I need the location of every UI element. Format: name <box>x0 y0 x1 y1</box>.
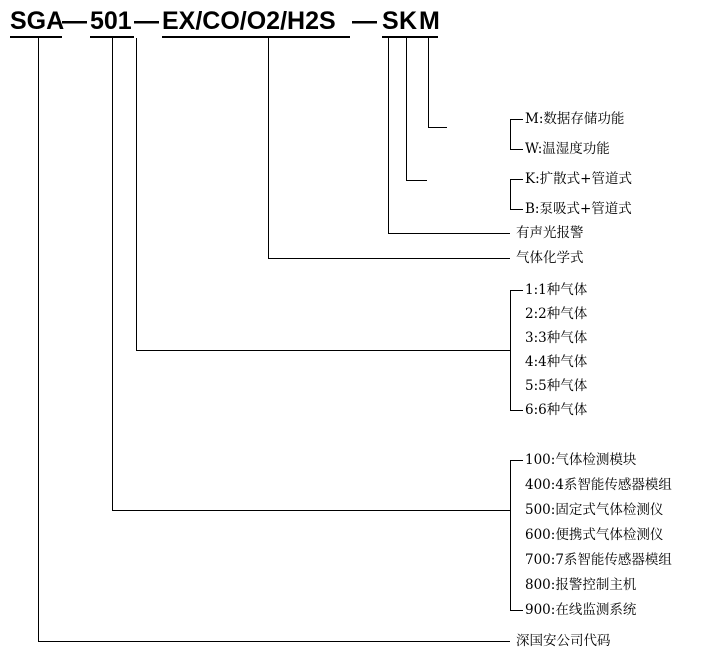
bracket-tick-series-6 <box>510 610 523 611</box>
code-segment-mode: K <box>399 7 418 35</box>
bracket-tick-gas-0 <box>510 290 523 291</box>
label-gas-0: 1:1种气体 <box>525 282 588 298</box>
leader-vline-mode <box>406 38 407 180</box>
leader-vline-function <box>428 38 429 127</box>
underline-gases <box>162 36 350 38</box>
label-function-0: M:数据存储功能 <box>525 111 625 127</box>
label-mode-1: B:泵吸式+管道式 <box>525 201 632 217</box>
leader-vline-company <box>38 38 39 641</box>
leader-vline-gas-count <box>136 38 137 350</box>
bracket-function-option <box>510 119 511 149</box>
bracket-series-type <box>510 460 511 610</box>
code-segment-alarm: S <box>382 7 399 35</box>
code-segment-brand: SGA <box>10 7 65 35</box>
label-series-1: 400:4系智能传感器模组 <box>525 477 672 493</box>
code-segment-gases: EX/CO/O2/H2S <box>162 7 336 35</box>
bracket-gas-count <box>510 290 511 410</box>
bracket-tick-gas-5 <box>510 410 523 411</box>
code-segment-series: 501 <box>90 7 132 35</box>
code-segment-func: M <box>419 7 440 35</box>
label-gas-3: 4:4种气体 <box>525 354 588 370</box>
label-series-4: 700:7系智能传感器模组 <box>525 552 672 568</box>
label-series-5: 800:报警控制主机 <box>525 577 637 593</box>
label-alarm-0: 有声光报警 <box>516 225 584 241</box>
label-company-0: 深国安公司代码 <box>516 633 611 649</box>
label-gas-5: 6:6种气体 <box>525 402 588 418</box>
leader-vline-series-type <box>112 38 113 510</box>
label-series-0: 100:气体检测模块 <box>525 452 637 468</box>
label-series-2: 500:固定式气体检测仪 <box>525 502 664 518</box>
leader-hline-series-type <box>112 510 510 511</box>
label-function-1: W:温湿度功能 <box>525 141 610 157</box>
code-separator-2: — <box>134 7 159 35</box>
label-series-3: 600:便携式气体检测仪 <box>525 527 664 543</box>
label-gas-2: 3:3种气体 <box>525 330 588 346</box>
leader-hline-alarm <box>388 233 510 234</box>
underline-code <box>382 36 438 38</box>
bracket-tick-mode-0 <box>510 179 523 180</box>
code-separator-1: — <box>62 7 87 35</box>
leader-hline-mode <box>406 180 427 181</box>
label-series-6: 900:在线监测系统 <box>525 602 637 618</box>
bracket-sampling-mode <box>510 179 511 209</box>
bracket-tick-mode-1 <box>510 209 523 210</box>
label-principle-0: 气体化学式 <box>516 250 584 266</box>
bracket-tick-series-0 <box>510 460 523 461</box>
label-gas-4: 5:5种气体 <box>525 378 588 394</box>
underline-brand <box>10 36 62 38</box>
bracket-tick-function-1 <box>510 149 523 150</box>
leader-vline-alarm <box>388 38 389 233</box>
leader-hline-function <box>428 127 447 128</box>
code-separator-3: — <box>352 7 377 35</box>
leader-hline-gas-count <box>136 350 510 351</box>
label-mode-0: K:扩散式+管道式 <box>525 171 632 187</box>
label-gas-1: 2:2种气体 <box>525 306 588 322</box>
model-code-line <box>0 6 716 46</box>
leader-hline-company <box>38 641 510 642</box>
leader-hline-principle <box>268 258 510 259</box>
leader-vline-principle <box>268 38 269 258</box>
bracket-tick-function-0 <box>510 119 523 120</box>
